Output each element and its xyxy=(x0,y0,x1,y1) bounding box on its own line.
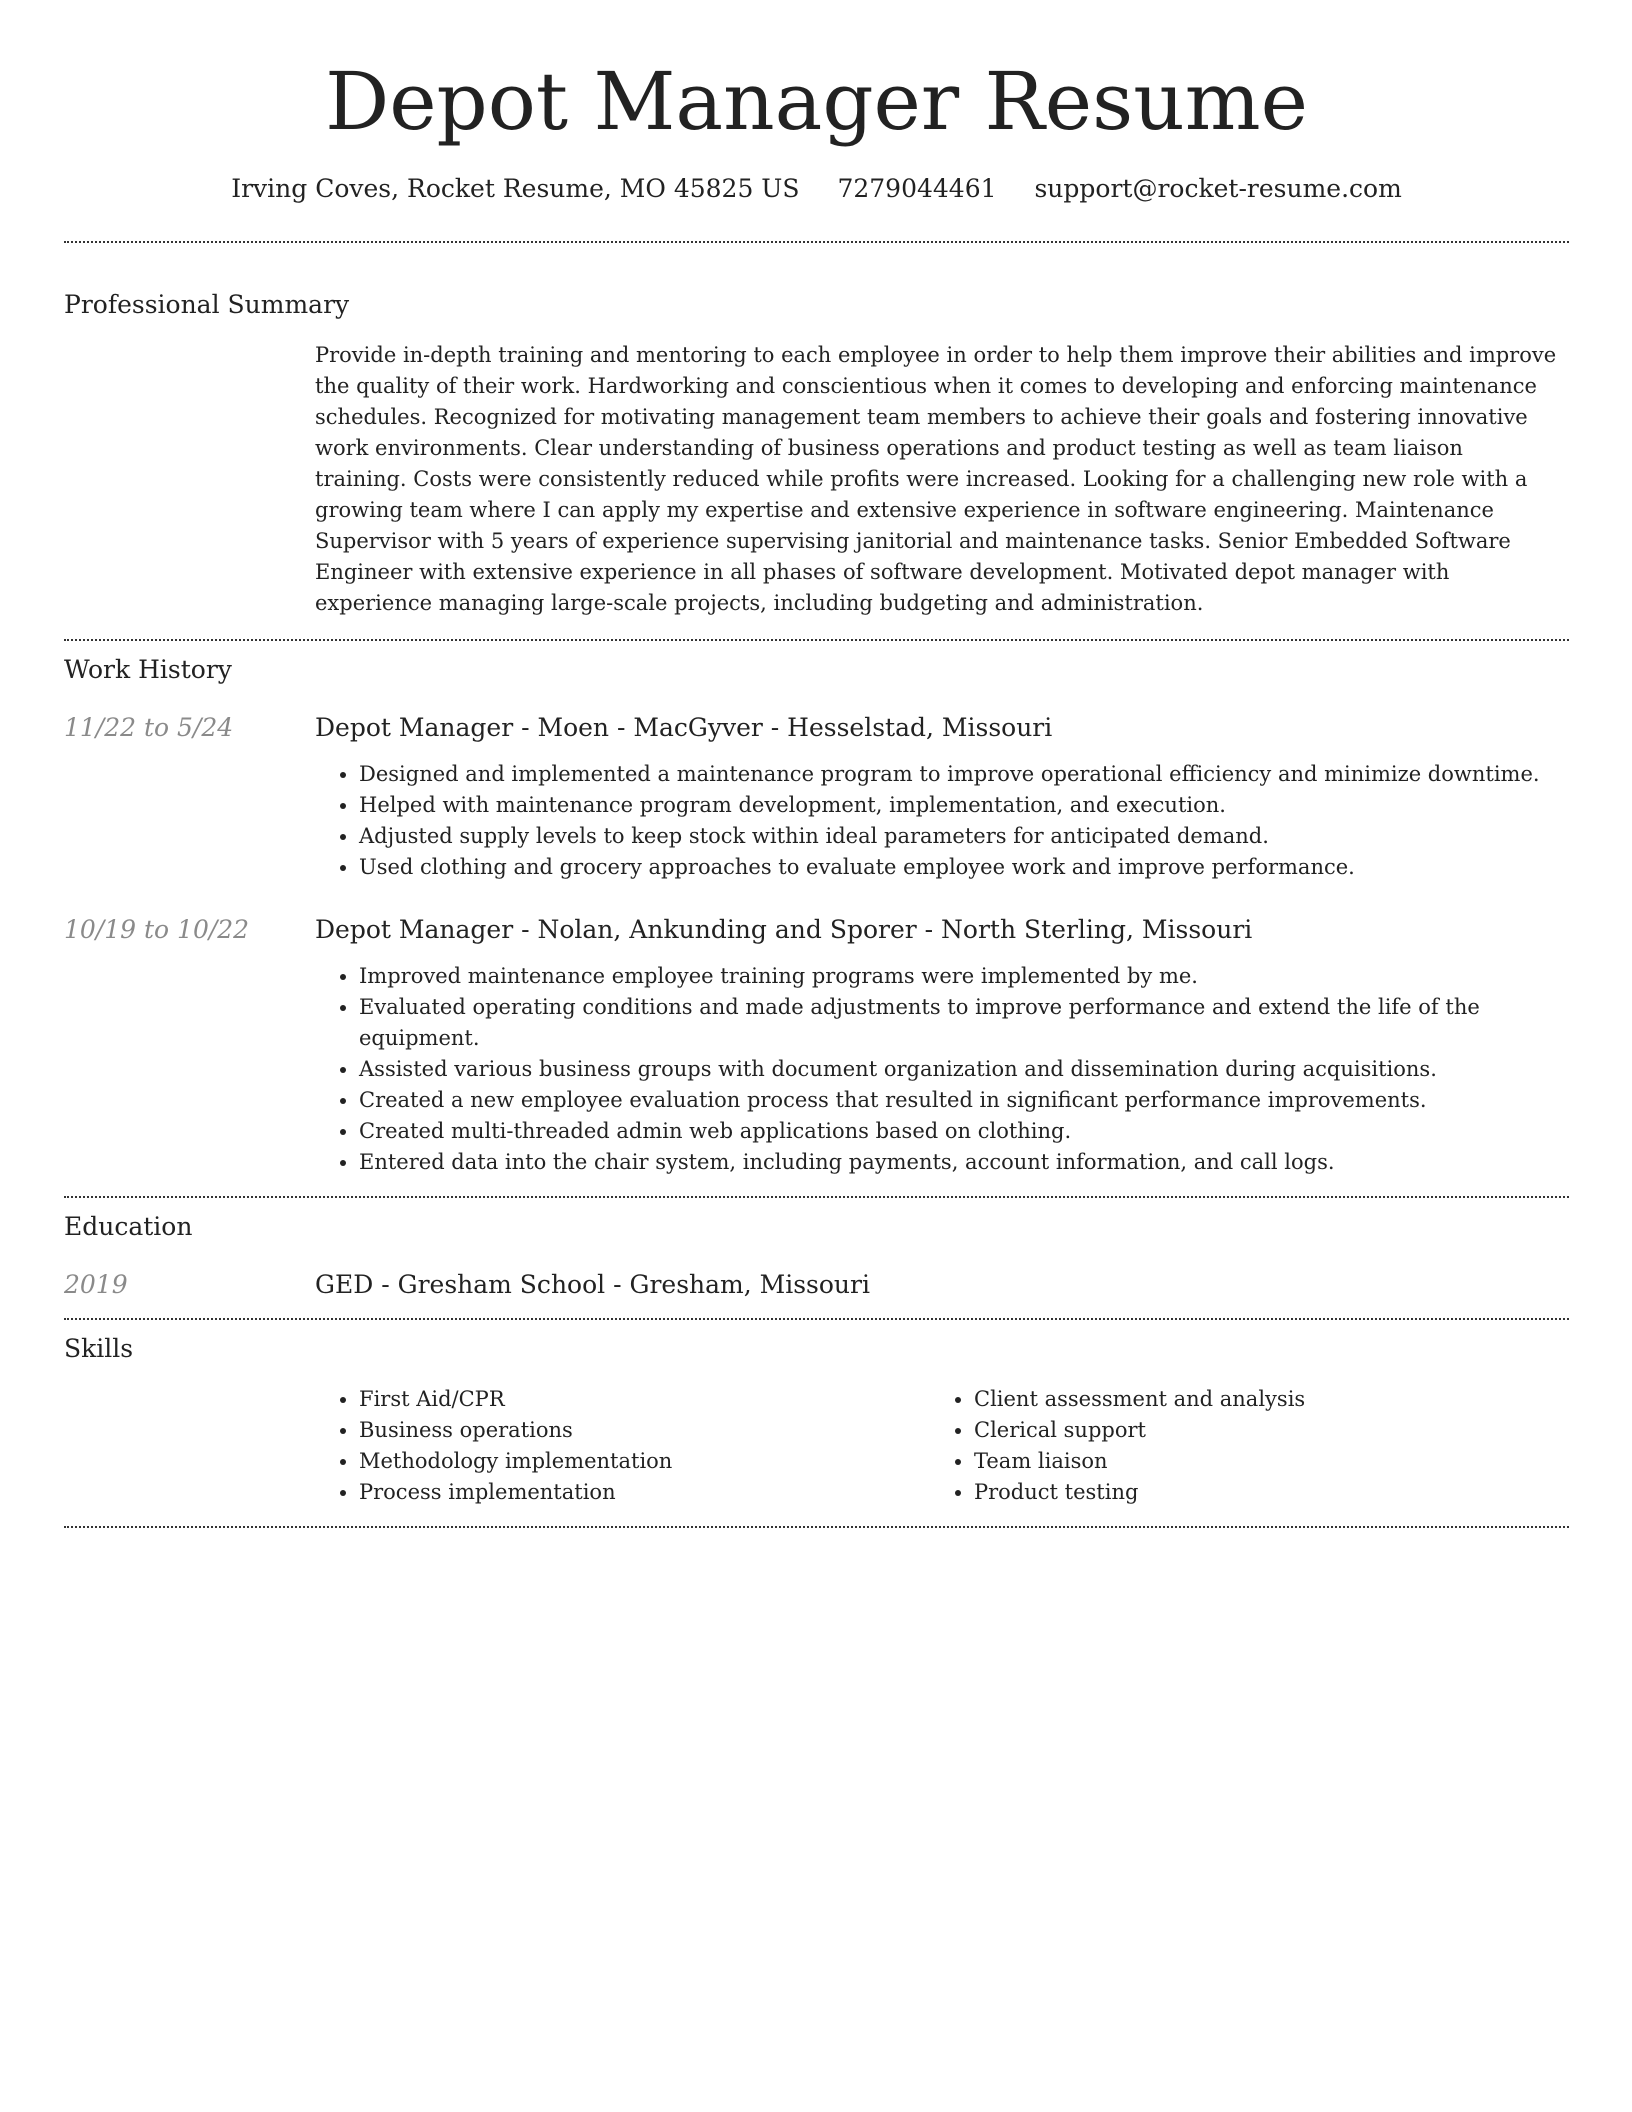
job-details xyxy=(315,913,1569,1178)
list-item: • Evaluated operating conditions and made adjustments to improve performance and extend the life of the equipment. xyxy=(359,992,1569,1054)
skills-grid xyxy=(315,1384,1569,1508)
list-item: • Helped with maintenance program development, implementation, and execution. xyxy=(359,790,1569,821)
job-bullets xyxy=(315,961,1569,1178)
page-title: Depot Manager Resume xyxy=(325,55,1308,148)
skills-list-left xyxy=(315,1384,930,1508)
list-item: • Assisted various business groups with document organization and dissemination during acquisitions. xyxy=(359,1054,1569,1085)
list-item: • Product testing xyxy=(974,1477,1545,1508)
job-entry-2 xyxy=(64,913,1569,1178)
job-dates: 10/19 to 10/22 xyxy=(64,915,250,944)
list-item: • Designed and implemented a maintenance program to improve operational efficiency and minimize downtime. xyxy=(359,759,1569,790)
contact-line xyxy=(64,172,1569,206)
list-item: • Process implementation xyxy=(359,1477,930,1508)
list-item: • Client assessment and analysis xyxy=(974,1384,1545,1415)
list-item: • Created a new employee evaluation process that resulted in significant performance improvements. xyxy=(359,1085,1569,1116)
job-title: Depot Manager - Moen - MacGyver - Hesselstad, Missouri xyxy=(315,713,1053,742)
list-item: • Improved maintenance employee training programs were implemented by me. xyxy=(359,961,1569,992)
education-heading: Education xyxy=(64,1212,193,1241)
education-details xyxy=(315,1268,1569,1302)
summary-text: Provide in-depth training and mentoring to each employee in order to help them improve their abilities and improve the quality of their work. Hardworking and conscientious when it comes to developing and enforcing maintenance schedules. Recognized for motivating management team members to achieve their goals and fostering innovative work environments. Clear understanding of business operations and product testing as well as team liaison training. Costs were consistently reduced while profits were increased. Looking for a challenging new role with a growing team where I can apply my expertise and extensive experience in software engineering. Maintenance Supervisor with 5 years of experience supervising janitorial and maintenance tasks. Senior Embedded Software Engineer with extensive experience in all phases of software development. Motivated depot manager with experience managing large-scale projects, including budgeting and administration. xyxy=(315,343,1557,615)
education-year: 2019 xyxy=(64,1270,128,1299)
summary-row xyxy=(64,340,1569,619)
list-item: • First Aid/CPR xyxy=(359,1384,930,1415)
skills-row xyxy=(64,1384,1569,1508)
contact-address: Irving Coves, Rocket Resume, MO 45825 US xyxy=(231,174,800,203)
job-bullets xyxy=(315,759,1569,883)
section-divider xyxy=(64,1196,1569,1198)
list-item: • Used clothing and grocery approaches to evaluate employee work and improve performance. xyxy=(359,852,1569,883)
work-history-heading: Work History xyxy=(64,655,232,684)
contact-phone: 7279044461 xyxy=(837,174,997,203)
section-divider xyxy=(64,1318,1569,1320)
job-dates: 11/22 to 5/24 xyxy=(64,713,234,742)
resume-page xyxy=(64,0,1569,1528)
job-details xyxy=(315,711,1569,883)
skills-heading: Skills xyxy=(64,1334,134,1363)
education-title: GED - Gresham School - Gresham, Missouri xyxy=(315,1270,870,1299)
list-item: • Entered data into the chair system, including payments, account information, and call logs. xyxy=(359,1147,1569,1178)
list-item: • Methodology implementation xyxy=(359,1446,930,1477)
list-item: • Business operations xyxy=(359,1415,930,1446)
section-divider xyxy=(64,241,1569,243)
list-item: • Created multi-threaded admin web applications based on clothing. xyxy=(359,1116,1569,1147)
job-entry-1 xyxy=(64,711,1569,883)
education-entry xyxy=(64,1268,1569,1302)
list-item: • Team liaison xyxy=(974,1446,1545,1477)
contact-email: support@rocket-resume.com xyxy=(1034,174,1402,203)
list-item: • Adjusted supply levels to keep stock within ideal parameters for anticipated demand. xyxy=(359,821,1569,852)
section-divider xyxy=(64,1526,1569,1528)
job-title: Depot Manager - Nolan, Ankunding and Sporer - North Sterling, Missouri xyxy=(315,915,1253,944)
skills-list-right xyxy=(930,1384,1545,1508)
section-divider xyxy=(64,639,1569,641)
list-item: • Clerical support xyxy=(974,1415,1545,1446)
summary-heading: Professional Summary xyxy=(64,290,350,319)
